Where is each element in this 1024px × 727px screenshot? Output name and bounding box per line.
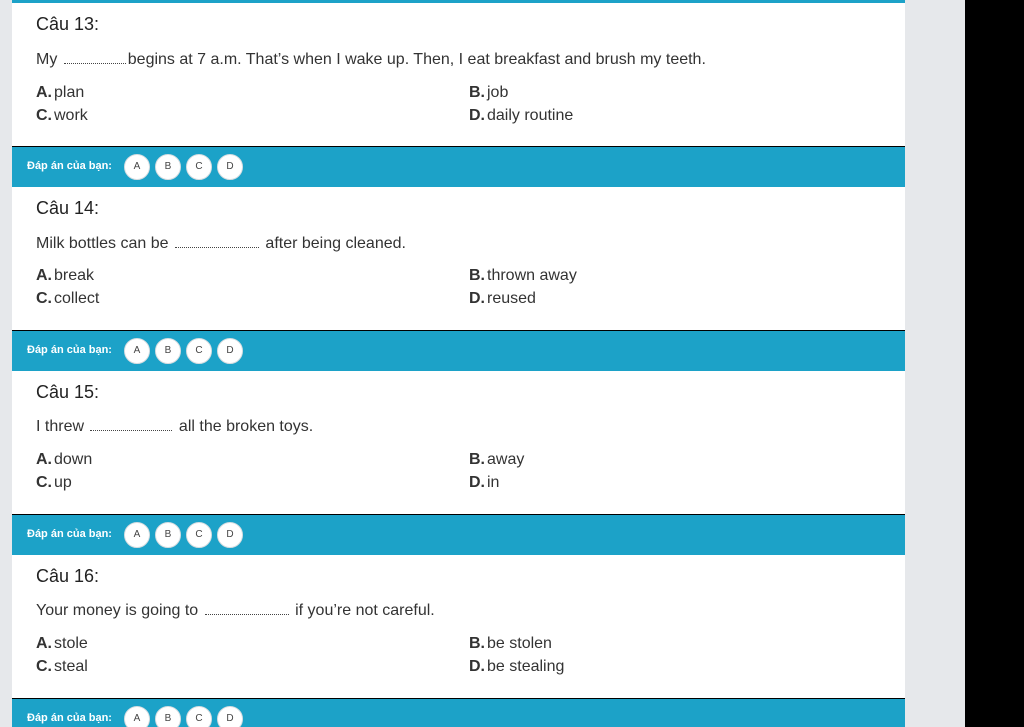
option-letter: D. bbox=[469, 107, 485, 124]
option-c bbox=[36, 658, 88, 676]
question-title: Câu 15: bbox=[36, 382, 100, 402]
question-text-before: Your money is going to bbox=[36, 602, 199, 619]
answer-choice-d[interactable]: D bbox=[217, 706, 243, 727]
answer-choice-b[interactable]: B bbox=[155, 706, 181, 727]
question-text bbox=[36, 602, 435, 620]
option-c bbox=[36, 107, 88, 125]
option-letter: C. bbox=[36, 290, 52, 307]
option-letter: C. bbox=[36, 474, 52, 491]
option-letter: B. bbox=[469, 84, 485, 101]
answer-bar-label: Đáp án của bạn: bbox=[27, 344, 112, 356]
question-title: Câu 13: bbox=[36, 14, 100, 34]
option-text: thrown away bbox=[487, 267, 577, 284]
page-background-right bbox=[905, 0, 965, 727]
answer-choice-b[interactable]: B bbox=[155, 338, 181, 364]
question-text-after: all the broken toys. bbox=[178, 418, 314, 435]
question-title: Câu 14: bbox=[36, 198, 100, 218]
option-d bbox=[469, 658, 564, 676]
answer-bar-label: Đáp án của bạn: bbox=[27, 160, 112, 172]
question-text-after: after being cleaned. bbox=[265, 235, 406, 252]
option-text: plan bbox=[54, 84, 85, 101]
answer-bar-label: Đáp án của bạn: bbox=[27, 528, 112, 540]
answer-choice-d[interactable]: D bbox=[217, 522, 243, 548]
answer-choice-d[interactable]: D bbox=[217, 338, 243, 364]
answer-choice-a[interactable]: A bbox=[124, 522, 150, 548]
option-b bbox=[469, 635, 552, 653]
option-letter: D. bbox=[469, 474, 485, 491]
option-letter: B. bbox=[469, 267, 485, 284]
option-letter: D. bbox=[469, 658, 485, 675]
option-b bbox=[469, 267, 577, 285]
question-title: Câu 16: bbox=[36, 566, 100, 586]
option-text: be stolen bbox=[487, 635, 552, 652]
answer-choice-b[interactable]: B bbox=[155, 154, 181, 180]
option-d bbox=[469, 474, 499, 492]
option-text: in bbox=[487, 474, 500, 491]
question-text-after: if you’re not careful. bbox=[295, 602, 435, 619]
answer-blank bbox=[205, 612, 289, 615]
option-a bbox=[36, 84, 84, 102]
question-card-16 bbox=[12, 555, 905, 698]
option-a bbox=[36, 267, 94, 285]
option-text: job bbox=[487, 84, 509, 101]
answer-choice-d[interactable]: D bbox=[217, 154, 243, 180]
option-letter: A. bbox=[36, 267, 52, 284]
answer-choice-b[interactable]: B bbox=[155, 522, 181, 548]
option-letter: B. bbox=[469, 451, 485, 468]
answer-choice-c[interactable]: C bbox=[186, 522, 212, 548]
scrollbar-track[interactable] bbox=[965, 0, 1024, 727]
answer-choice-a[interactable]: A bbox=[124, 338, 150, 364]
answer-choice-c[interactable]: C bbox=[186, 154, 212, 180]
option-text: break bbox=[54, 267, 95, 284]
question-card-14 bbox=[12, 187, 905, 330]
option-text: up bbox=[54, 474, 72, 491]
answer-bar-label: Đáp án của bạn: bbox=[27, 712, 112, 724]
question-card-15 bbox=[12, 371, 905, 514]
option-text: be stealing bbox=[487, 658, 565, 675]
question-card-13 bbox=[12, 3, 905, 146]
question-text-after: begins at 7 a.m. That’s when I wake up. Then, I eat breakfast and brush my teeth. bbox=[127, 51, 706, 68]
question-text bbox=[36, 418, 313, 436]
answer-bar-15 bbox=[12, 515, 905, 555]
quiz-content bbox=[12, 0, 905, 727]
option-letter: A. bbox=[36, 84, 52, 101]
option-text: down bbox=[54, 451, 93, 468]
answer-bar-16 bbox=[12, 699, 905, 727]
option-b bbox=[469, 451, 524, 469]
option-text: reused bbox=[487, 290, 536, 307]
question-text-before: My bbox=[36, 51, 58, 68]
option-c bbox=[36, 290, 99, 308]
option-text: stole bbox=[54, 635, 88, 652]
option-d bbox=[469, 107, 573, 125]
answer-blank bbox=[64, 61, 126, 64]
question-text-before: I threw bbox=[36, 418, 85, 435]
option-text: work bbox=[54, 107, 88, 124]
option-a bbox=[36, 635, 88, 653]
answer-bar-13 bbox=[12, 147, 905, 187]
answer-choice-a[interactable]: A bbox=[124, 706, 150, 727]
answer-choice-c[interactable]: C bbox=[186, 706, 212, 727]
option-d bbox=[469, 290, 536, 308]
option-letter: A. bbox=[36, 451, 52, 468]
option-text: collect bbox=[54, 290, 100, 307]
option-text: daily routine bbox=[487, 107, 574, 124]
option-letter: C. bbox=[36, 658, 52, 675]
question-text-before: Milk bottles can be bbox=[36, 235, 169, 252]
answer-bar-14 bbox=[12, 331, 905, 371]
option-letter: B. bbox=[469, 635, 485, 652]
answer-choice-c[interactable]: C bbox=[186, 338, 212, 364]
option-b bbox=[469, 84, 508, 102]
option-a bbox=[36, 451, 92, 469]
option-letter: C. bbox=[36, 107, 52, 124]
option-text: away bbox=[487, 451, 525, 468]
option-letter: D. bbox=[469, 290, 485, 307]
option-text: steal bbox=[54, 658, 88, 675]
page-gutter-left bbox=[0, 0, 12, 727]
option-letter: A. bbox=[36, 635, 52, 652]
answer-blank bbox=[175, 245, 259, 248]
question-text bbox=[36, 235, 406, 253]
question-text bbox=[36, 51, 706, 69]
answer-blank bbox=[90, 428, 172, 431]
option-c bbox=[36, 474, 72, 492]
answer-choice-a[interactable]: A bbox=[124, 154, 150, 180]
